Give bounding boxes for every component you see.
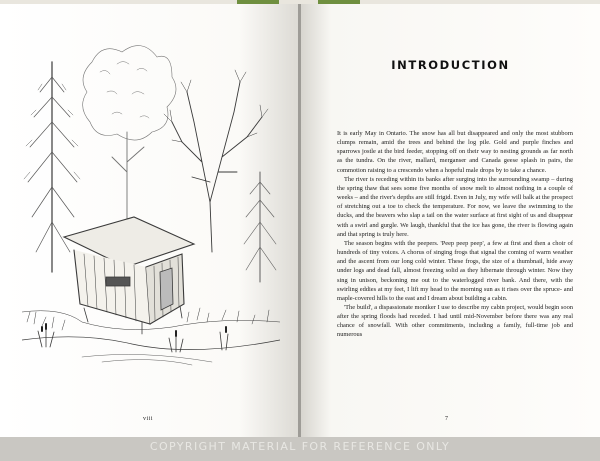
right-page <box>301 4 600 437</box>
body-text <box>337 129 573 340</box>
tree-middle <box>83 46 176 222</box>
cabin-illustration <box>22 22 280 367</box>
page-number-left: viii <box>143 416 154 422</box>
paragraph: 'The build', a dispassionate moniker I use to describe my cabin project, would begin soon after the spring floods had receded. I had until mid-November before there was any real chance of snowfall. With other commitments, including a family, full-time job and numerous <box>337 303 573 339</box>
left-page <box>0 4 299 437</box>
tree-far-right <box>244 172 276 282</box>
copyright-watermark: COPYRIGHT MATERIAL FOR REFERENCE ONLY <box>149 440 451 453</box>
cabin <box>64 217 194 334</box>
page-number-right: 7 <box>445 416 449 422</box>
paragraph: The river is receding within its banks after surging into the surrounding swamp – during the spring thaw that sees some five months of snow melt to almost nothing in a couple of weeks – and the river's depths are still frigid. Even in July, my wife will balk at the prospect of stretching out a toe to check the temperature. For now, we leave the swimming to the ducks, and the beavers who slap a tail on the water surface at first sight of us and disappear with a swirl and gurgle. We laugh, thankful that the ice has gone, the river is flowing again and that spring is truly here. <box>337 175 573 238</box>
book-spread <box>0 4 600 437</box>
tree-right-bare <box>164 70 268 252</box>
paragraph: The season begins with the peepers. 'Peep peep peep', a few at first and then a choir of hundreds of tiny voices. A chorus of singing frogs that signal the coming of warm weather and the ascent from our long cold winter. These frogs, the size of a thumbnail, hide away under logs and dead fall, almost freezing solid as they hibernate through winter. Now they sing in unison, beckoning me out to the waterlogged river bank. And there, with the swirling eddies at my feet, I lift my head to the morning sun as it rises over the spruce- and maple-covered hills to the east and I dream about building a cabin. <box>337 239 573 302</box>
paragraph: It is early May in Ontario. The snow has all but disappeared and only the most stubborn clumps remain, amid the trees and behind the log pile. Gold and purple finches and sparrows jostle at the bird feeder, stopping off on their way to nesting grounds as far north as the tundra. On the river, mallard, merganser and Canada geese splash in pairs, the commotion raising to a crescendo when a hopeful male drops by to take a chance. <box>337 130 573 174</box>
chapter-heading: INTRODUCTION <box>391 58 510 72</box>
